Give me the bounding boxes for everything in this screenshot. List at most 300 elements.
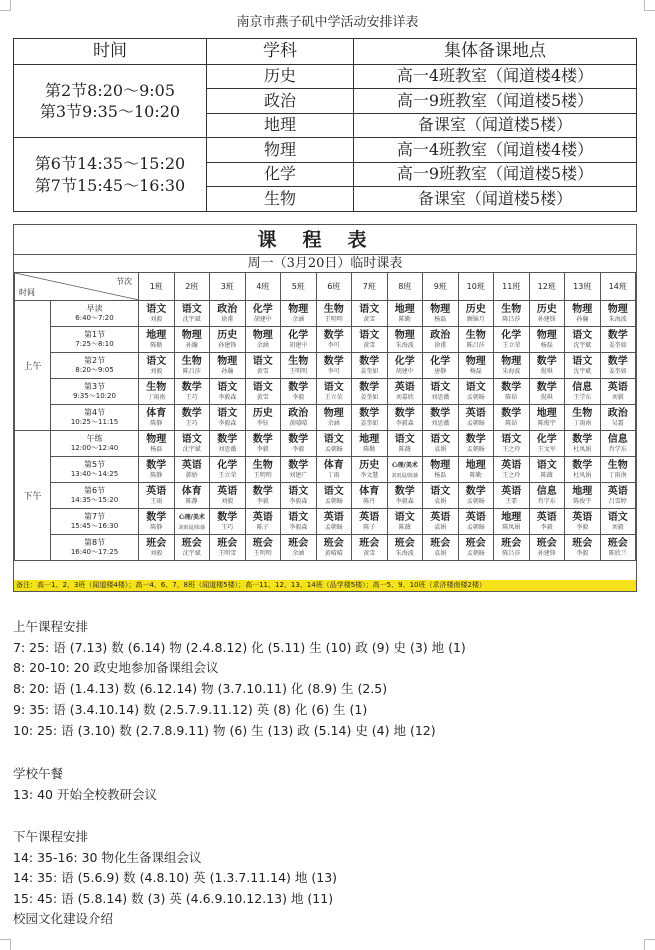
lesson-subject: 物理 [217, 355, 238, 367]
lesson-cell [210, 301, 246, 327]
lesson-subject: 数学 [323, 355, 344, 367]
period-cell [51, 457, 139, 483]
lesson-subject: 物理 [181, 329, 202, 341]
lesson-cell [174, 483, 210, 509]
timetable-subtitle: 周一（3月20日）临时课表 [14, 254, 636, 272]
half-day-label: 上午 [15, 301, 51, 431]
lesson-subject: 英语 [217, 485, 238, 497]
lesson-teacher: 陈薇 [540, 471, 553, 479]
lesson-subject: 地理 [465, 459, 486, 471]
period-name: 第3节 [83, 382, 106, 391]
lesson-cell [458, 405, 494, 431]
lesson-cell [565, 379, 601, 405]
lesson-teacher: 徐甫 [434, 341, 447, 349]
lesson-teacher: 王明明 [253, 549, 272, 557]
lesson-cell [423, 379, 459, 405]
corner-period-label: 节次 [116, 277, 132, 286]
period-row [15, 483, 636, 509]
prep-row [14, 64, 637, 89]
period-row [15, 457, 636, 483]
lesson-subject: 班会 [323, 537, 344, 549]
lesson-cell [139, 509, 175, 535]
lesson-teacher: 沈宇斌 [182, 315, 201, 323]
lesson-subject: 生物 [181, 355, 202, 367]
lesson-subject: 历史 [465, 303, 486, 315]
lesson-cell [316, 327, 352, 353]
period-cell [51, 379, 139, 405]
page-corner-bl [0, 939, 11, 950]
lesson-teacher: 吴霜 [611, 419, 624, 427]
lesson-teacher: 王明雪 [218, 549, 237, 557]
lesson-teacher: 韩娇 [185, 471, 198, 479]
lesson-subject: 心理/美术 [391, 461, 418, 469]
header-time: 时间 [14, 39, 207, 65]
lesson-subject: 英语 [607, 485, 628, 497]
text-line: 14: 35-16: 30 物化生备课组会议 [13, 850, 202, 865]
lesson-cell [316, 483, 352, 509]
period-cell [51, 405, 139, 431]
lesson-cell [494, 405, 530, 431]
lesson-cell [245, 431, 281, 457]
period-time: 14:35～15:20 [70, 496, 119, 504]
lesson-teacher: 袁娟 [434, 497, 447, 505]
prep-subject: 生物 [207, 187, 354, 212]
lesson-teacher: 刘雨晨/陈薇 [391, 472, 419, 479]
lesson-cell [352, 353, 388, 379]
lesson-subject: 物理 [572, 303, 593, 315]
lesson-cell [139, 379, 175, 405]
lesson-cell [316, 379, 352, 405]
prep-place: 高一4班教室（闻道楼4楼） [354, 64, 637, 89]
lesson-cell [458, 301, 494, 327]
lesson-subject: 语文 [501, 433, 522, 445]
lesson-cell [210, 405, 246, 431]
lesson-teacher: 孙瀚 [576, 315, 589, 323]
lesson-teacher: 朱海波 [395, 549, 414, 557]
lesson-subject: 英语 [536, 511, 557, 523]
lesson-teacher: 孙建锋 [218, 341, 237, 349]
lesson-subject: 语文 [323, 433, 344, 445]
lesson-subject: 历史 [252, 407, 273, 419]
lesson-subject: 物理 [146, 433, 167, 445]
lesson-subject: 语文 [217, 407, 238, 419]
lesson-cell [281, 509, 317, 535]
lesson-teacher: 孙瀚 [221, 367, 234, 375]
lesson-teacher: 李毅 [256, 445, 269, 453]
lesson-subject: 化学 [288, 329, 309, 341]
lesson-subject: 地理 [394, 303, 415, 315]
period-cell [51, 353, 139, 379]
lesson-teacher: 李毅 [576, 549, 589, 557]
lesson-subject: 语文 [465, 381, 486, 393]
lesson-cell [600, 301, 636, 327]
prep-time-line: 第2节8:20～9:05 [44, 80, 176, 100]
lesson-teacher: 顾锦月 [466, 315, 485, 323]
lesson-teacher: 丁雨南 [573, 419, 592, 427]
lesson-subject: 班会 [572, 537, 593, 549]
lesson-subject: 数学 [252, 433, 273, 445]
lesson-subject: 物理 [607, 303, 628, 315]
period-time: 12:00～12:40 [70, 444, 119, 452]
corner-cell [15, 273, 139, 301]
lesson-subject: 班会 [146, 537, 167, 549]
lesson-teacher: 胡建中 [289, 341, 308, 349]
lesson-cell [139, 405, 175, 431]
lesson-cell [387, 457, 423, 483]
class-header: 2班 [174, 273, 210, 301]
lesson-cell [245, 353, 281, 379]
lesson-teacher: 余涵 [292, 315, 305, 323]
lesson-subject: 数学 [607, 329, 628, 341]
lesson-teacher: 陈子 [363, 523, 376, 531]
lesson-subject: 数学 [359, 355, 380, 367]
class-header: 10班 [458, 273, 494, 301]
lesson-teacher: 陈子 [256, 523, 269, 531]
prep-place: 高一9班教室（闻道楼5楼） [354, 89, 637, 114]
lesson-subject: 生物 [323, 303, 344, 315]
lesson-cell [565, 327, 601, 353]
lesson-cell [494, 457, 530, 483]
lesson-teacher: 陈静 [150, 523, 163, 531]
period-name: 第2节 [83, 356, 106, 365]
prep-time-cell [14, 64, 207, 138]
class-header: 1班 [139, 273, 175, 301]
lesson-cell [494, 431, 530, 457]
lesson-subject: 体育 [323, 459, 344, 471]
lesson-cell [387, 379, 423, 405]
class-header: 9班 [423, 273, 459, 301]
prep-time-line: 第7节15:45～16:30 [34, 175, 186, 195]
lesson-subject: 信息 [607, 433, 628, 445]
lesson-cell [458, 431, 494, 457]
text-line: 上午课程安排 [13, 619, 89, 634]
lesson-cell [174, 431, 210, 457]
lesson-teacher: 陈昂 [505, 419, 518, 427]
lesson-cell [494, 535, 530, 561]
class-header: 6班 [316, 273, 352, 301]
page-corner-tl [0, 0, 11, 11]
lesson-cell [139, 353, 175, 379]
lesson-teacher: 刘思薇 [431, 419, 450, 427]
class-header: 3班 [210, 273, 246, 301]
lesson-subject: 地理 [501, 511, 522, 523]
lesson-subject: 语文 [323, 381, 344, 393]
lesson-teacher: 王霏 [505, 497, 518, 505]
lesson-cell [210, 379, 246, 405]
lesson-cell [352, 405, 388, 431]
lesson-cell [565, 431, 601, 457]
lesson-subject: 语文 [146, 355, 167, 367]
lesson-subject: 语文 [252, 355, 273, 367]
lesson-teacher: 余涵 [327, 419, 340, 427]
lesson-teacher: 王文军 [537, 445, 556, 453]
lesson-subject: 生物 [288, 355, 309, 367]
lesson-cell [600, 327, 636, 353]
prep-time-line: 第3节9:35～10:20 [39, 102, 181, 122]
lesson-subject: 生物 [572, 407, 593, 419]
lesson-subject: 班会 [288, 537, 309, 549]
lesson-cell [316, 535, 352, 561]
lesson-teacher: 陈吕莎 [502, 549, 521, 557]
lesson-cell [174, 509, 210, 535]
lesson-teacher: 丁雨南 [608, 471, 627, 479]
lesson-teacher: 王明明 [324, 315, 343, 323]
lesson-teacher: 袁娟 [434, 445, 447, 453]
lesson-cell [565, 405, 601, 431]
lesson-subject: 英语 [394, 381, 415, 393]
prep-time-line: 第6节14:35～15:20 [34, 154, 186, 174]
lesson-teacher: 孙建锋 [537, 315, 556, 323]
lesson-cell [565, 535, 601, 561]
lesson-cell [352, 379, 388, 405]
lesson-teacher: 袁娟 [434, 523, 447, 531]
lesson-subject: 历史 [217, 329, 238, 341]
lesson-subject: 语文 [288, 511, 309, 523]
lesson-cell [387, 301, 423, 327]
lesson-subject: 数学 [146, 459, 167, 471]
lesson-subject: 英语 [501, 485, 522, 497]
lesson-subject: 数学 [536, 381, 557, 393]
lesson-cell [494, 509, 530, 535]
lesson-teacher: 杨磊 [150, 445, 163, 453]
lesson-cell [529, 353, 565, 379]
lesson-cell [565, 457, 601, 483]
lesson-cell [316, 301, 352, 327]
half-day-label: 下午 [15, 431, 51, 561]
period-name: 午练 [86, 434, 103, 443]
lesson-subject: 物理 [430, 459, 451, 471]
lesson-teacher: 李可 [327, 367, 340, 375]
lesson-teacher: 黄雪 [363, 341, 376, 349]
lesson-teacher: 陈勤 [150, 341, 163, 349]
lesson-subject: 语文 [252, 381, 273, 393]
lesson-subject: 数学 [252, 485, 273, 497]
lesson-cell [281, 457, 317, 483]
lesson-subject: 语文 [146, 303, 167, 315]
lesson-subject: 历史 [536, 303, 557, 315]
lesson-teacher: 王之玲 [502, 471, 521, 479]
lesson-teacher: 李毅森 [395, 497, 414, 505]
lesson-cell [281, 431, 317, 457]
lesson-subject: 体育 [359, 485, 380, 497]
class-header: 8班 [387, 273, 423, 301]
lesson-subject: 数学 [288, 381, 309, 393]
lesson-subject: 英语 [465, 511, 486, 523]
lesson-subject: 班会 [181, 537, 202, 549]
lesson-teacher: 孙瀚 [185, 341, 198, 349]
lesson-subject: 政治 [217, 303, 238, 315]
timetable-grid [14, 272, 636, 561]
lesson-subject: 化学 [501, 329, 522, 341]
lesson-subject: 物理 [252, 329, 273, 341]
lesson-cell [494, 379, 530, 405]
lesson-subject: 数学 [394, 407, 415, 419]
lesson-teacher: 朱海波 [395, 341, 414, 349]
lesson-cell [352, 327, 388, 353]
lesson-subject: 语文 [181, 433, 202, 445]
header-place: 集体备课地点 [354, 39, 637, 65]
lesson-teacher: 刘嘉欣 [395, 393, 414, 401]
prep-time-cell [14, 138, 207, 212]
lesson-teacher: 杨磊 [469, 367, 482, 375]
lesson-subject: 地理 [536, 407, 557, 419]
lesson-subject: 语文 [323, 485, 344, 497]
lesson-teacher: 刘毅 [221, 497, 234, 505]
lesson-cell [529, 535, 565, 561]
lesson-subject: 语文 [536, 459, 557, 471]
lesson-cell [352, 431, 388, 457]
lesson-subject: 数学 [430, 407, 451, 419]
period-time: 8:20～9:05 [75, 366, 114, 374]
lesson-teacher: 黄雪 [256, 393, 269, 401]
period-name: 早读 [86, 304, 103, 313]
lesson-subject: 数学 [394, 485, 415, 497]
period-name: 第7节 [83, 512, 106, 521]
lesson-subject: 班会 [465, 537, 486, 549]
lesson-subject: 地理 [572, 485, 593, 497]
lesson-cell [245, 405, 281, 431]
lesson-teacher: 刘思薇 [218, 445, 237, 453]
text-line: 13: 40 开始全校教研会议 [13, 787, 157, 802]
lesson-cell [565, 301, 601, 327]
period-name: 第4节 [83, 408, 106, 417]
lesson-cell [529, 405, 565, 431]
lesson-teacher: 黄雪 [363, 315, 376, 323]
lesson-subject: 历史 [359, 459, 380, 471]
lesson-teacher: 孟朝旸 [466, 393, 485, 401]
lesson-subject: 数学 [181, 407, 202, 419]
lesson-subject: 语文 [394, 433, 415, 445]
lesson-cell [458, 379, 494, 405]
lesson-cell [245, 535, 281, 561]
lesson-teacher: 陈勤 [398, 315, 411, 323]
lesson-subject: 数学 [288, 459, 309, 471]
lesson-teacher: 李钰 [256, 419, 269, 427]
lesson-subject: 语文 [430, 485, 451, 497]
lesson-cell [600, 457, 636, 483]
document-title: 南京市燕子矶中学活动安排详表 [236, 15, 419, 30]
lesson-teacher: 李毅 [256, 497, 269, 505]
lesson-teacher: 余涵 [292, 549, 305, 557]
lesson-cell [210, 327, 246, 353]
class-header: 11班 [494, 273, 530, 301]
text-line: 校园文化建设介绍 [13, 911, 114, 926]
lesson-cell [600, 405, 636, 431]
lesson-teacher: 陈俊宇 [537, 419, 556, 427]
lesson-teacher: 王明明 [253, 471, 272, 479]
lesson-teacher: 孟朝旸 [466, 445, 485, 453]
prep-place: 备课室（闻道楼5楼） [354, 113, 637, 138]
lesson-subject: 数学 [501, 381, 522, 393]
lesson-subject: 班会 [359, 537, 380, 549]
lesson-teacher: 王巧 [185, 419, 198, 427]
class-header: 14班 [600, 273, 636, 301]
prep-subject: 历史 [207, 64, 354, 89]
lesson-teacher: 李毅 [540, 523, 553, 531]
lesson-cell [423, 301, 459, 327]
lesson-subject: 数学 [323, 329, 344, 341]
lesson-subject: 英语 [146, 485, 167, 497]
lesson-subject: 数学 [465, 485, 486, 497]
period-row [15, 509, 636, 535]
lesson-subject: 数学 [607, 355, 628, 367]
lesson-subject: 物理 [323, 407, 344, 419]
lesson-teacher: 李毅森 [395, 419, 414, 427]
lesson-subject: 语文 [572, 355, 593, 367]
period-row [15, 327, 636, 353]
lesson-cell [387, 327, 423, 353]
period-name: 第1节 [83, 330, 106, 339]
lesson-subject: 数学 [359, 407, 380, 419]
prep-subject: 地理 [207, 113, 354, 138]
lesson-cell [423, 431, 459, 457]
lesson-teacher: 李可 [327, 341, 340, 349]
lesson-subject: 信息 [536, 485, 557, 497]
lesson-cell [529, 301, 565, 327]
lesson-subject: 化学 [394, 355, 415, 367]
prep-place: 备课室（闻道楼5楼） [354, 187, 637, 212]
lesson-subject: 语文 [359, 303, 380, 315]
lesson-teacher: 杜凤娟 [573, 471, 592, 479]
text-line: 下午课程安排 [13, 829, 89, 844]
lesson-teacher: 陈丹 [363, 497, 376, 505]
lesson-cell [387, 535, 423, 561]
lesson-teacher: 陈吕莎 [502, 315, 521, 323]
lesson-cell [600, 509, 636, 535]
lesson-teacher: 王明明 [289, 367, 308, 375]
lesson-teacher: 孟朝旸 [324, 445, 343, 453]
corner-time-label: 时间 [19, 288, 35, 297]
lesson-cell [423, 327, 459, 353]
period-row [15, 405, 636, 431]
lesson-subject: 数学 [217, 433, 238, 445]
lesson-teacher: 李毅 [292, 393, 305, 401]
period-row [15, 431, 636, 457]
lesson-cell [281, 483, 317, 509]
lesson-teacher: 陈静 [185, 497, 198, 505]
lesson-cell [316, 509, 352, 535]
lesson-subject: 班会 [536, 537, 557, 549]
lesson-cell [423, 457, 459, 483]
class-header: 4班 [245, 273, 281, 301]
lesson-teacher: 肖学东 [608, 445, 627, 453]
prep-row [14, 138, 637, 163]
lesson-subject: 英语 [607, 381, 628, 393]
prep-place: 高一9班教室（闻道楼5楼） [354, 162, 637, 187]
lesson-subject: 数学 [465, 433, 486, 445]
period-time: 13:40～14:25 [70, 470, 119, 478]
lesson-cell [387, 431, 423, 457]
lesson-cell [174, 327, 210, 353]
lesson-cell [387, 483, 423, 509]
lesson-cell [139, 301, 175, 327]
lesson-cell [281, 379, 317, 405]
lesson-cell [529, 509, 565, 535]
lesson-cell [494, 301, 530, 327]
lesson-cell [352, 483, 388, 509]
lesson-cell [352, 535, 388, 561]
lesson-cell [494, 483, 530, 509]
lesson-subject: 英语 [465, 407, 486, 419]
lesson-teacher: 李文慧 [360, 471, 379, 479]
lesson-subject: 物理 [536, 329, 557, 341]
lesson-cell [245, 301, 281, 327]
lesson-subject: 化学 [536, 433, 557, 445]
lesson-teacher: 徐甫 [221, 315, 234, 323]
lesson-cell [281, 327, 317, 353]
lesson-teacher: 姜奎如 [360, 367, 379, 375]
lesson-cell [245, 457, 281, 483]
